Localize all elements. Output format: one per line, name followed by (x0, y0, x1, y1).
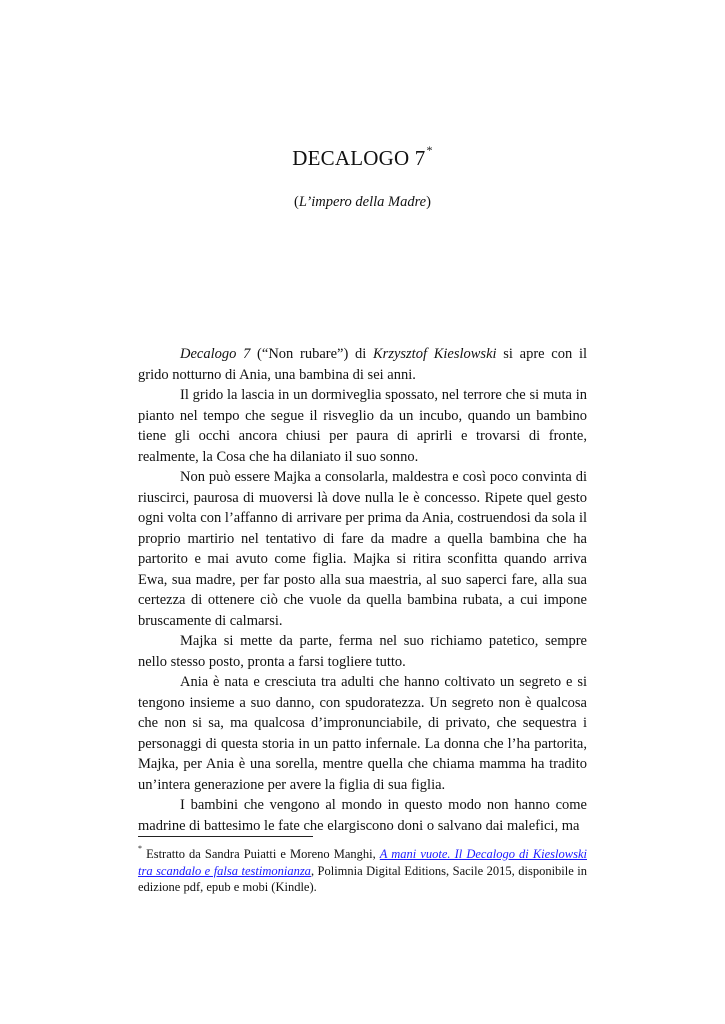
paragraph-3: Non può essere Majka a consolarla, maldestra e così poco convinta di riuscirci, paurosa di muoversi là dove nulla le è concesso. Ripete quel gesto ogni volta con l’affanno di arrivare per prima da Ania, costruendosi da sola il proprio martirio nel tentativo di fare da madre a quella bambina che ha partorito e mai avuto come figlia. Majka si ritira sconfitta quando arriva Ewa, sua madre, per far posto alla sua maestria, al suo saperci fare, alla sua certezza di ottenere ciò che vuole da quella bambina rubata, a cui impone bruscamente di calmarsi. (138, 469, 587, 629)
body-text (138, 344, 587, 836)
paragraph-1 (138, 344, 587, 385)
paragraph-1-mid: (“Non rubare”) di (250, 346, 373, 362)
chapter-title (0, 143, 725, 171)
title-footnote-marker[interactable]: * (426, 143, 433, 157)
paragraph-6: I bambini che vengono al mondo in questo modo non hanno come madrine di battesimo le fate che elargiscono doni o salvano dai malefici, ma (138, 797, 587, 834)
footnote-book-link[interactable]: A mani vuote. Il Decalogo di Kieslowski tra scandalo e falsa testimonianza (138, 847, 587, 878)
footnote-marker: * (138, 844, 142, 853)
author-name: Krzysztof Kieslowski (373, 346, 497, 362)
paragraph-5: Ania è nata e cresciuta tra adulti che hanno coltivato un segreto e si tengono insieme a suo danno, con spudoratezza. Un segreto non è qualcosa che non si sa, ma qualcosa d’impronunciabile, di privato, che sequestra i personaggi di questa storia in un patto infernale. La donna che l’ha partorita, Majka, per Ania è una sorella, mentre quella che chiama mamma ha tradito un’intera generazione per avere la figlia di sua figlia. (138, 674, 587, 793)
footnote-intro: Estratto da Sandra Puiatti e Moreno Manghi, (142, 847, 380, 862)
subtitle-open-paren: ( (294, 194, 299, 210)
paragraph-4: Majka si mette da parte, ferma nel suo richiamo patetico, sempre nello stesso posto, pronta a farsi togliere tutto. (138, 633, 587, 670)
footnote (138, 843, 587, 896)
chapter-subtitle (0, 194, 725, 211)
work-title: Decalogo 7 (180, 346, 251, 362)
subtitle-close-paren: ) (426, 194, 431, 210)
paragraph-2: Il grido la lascia in un dormiveglia spossato, nel terrore che si muta in pianto nel tempo che segue il risveglio da un incubo, quando un bambino tiene gli occhi ancora chiusi per paura di aprirli e trovarsi di fronte, realmente, la Cosa che ha dilaniato il suo sonno. (138, 387, 587, 465)
chapter-title-text: DECALOGO 7 (292, 146, 426, 170)
paragraph-1-rest: si apre con il grido notturno di Ania, una bambina di sei anni. (138, 346, 588, 383)
footnote-divider (138, 836, 313, 837)
subtitle-text: L’impero della Madre (298, 194, 427, 210)
footnote-rest: , Polimnia Digital Editions, Sacile 2015, disponibile in edizione pdf, epub e mobi (Kindle). (138, 863, 587, 895)
